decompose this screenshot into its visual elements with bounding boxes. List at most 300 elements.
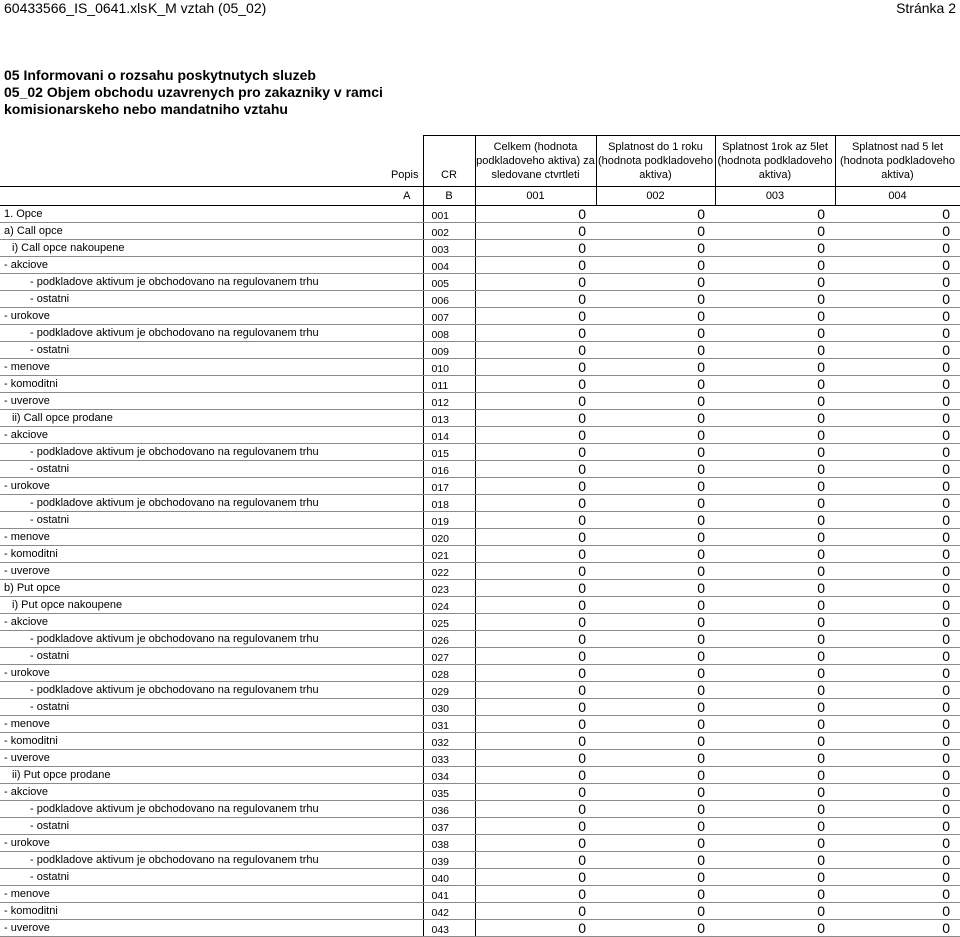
table-row [0,733,960,750]
code-a: A [0,187,423,206]
table-row [0,682,960,699]
table-row [0,903,960,920]
row-value: 0 [596,597,715,614]
row-value: 0 [715,206,835,223]
row-value: 0 [715,886,835,903]
row-value: 0 [475,801,596,818]
row-code: 033 [423,750,475,767]
row-value: 0 [715,597,835,614]
row-value: 0 [596,852,715,869]
row-code: 030 [423,699,475,716]
row-label: i) Put opce nakoupene [0,597,423,614]
row-value: 0 [596,410,715,427]
row-value: 0 [835,784,960,801]
row-label: - menove [0,359,423,376]
table-row [0,410,960,427]
row-label: - ostatni [0,461,423,478]
row-value: 0 [475,563,596,580]
row-value: 0 [715,869,835,886]
row-value: 0 [475,461,596,478]
table-row [0,835,960,852]
row-value: 0 [475,359,596,376]
row-value: 0 [835,257,960,274]
row-label: - ostatni [0,648,423,665]
row-value: 0 [596,393,715,410]
row-value: 0 [596,886,715,903]
row-value: 0 [596,478,715,495]
row-code: 034 [423,767,475,784]
row-value: 0 [715,410,835,427]
table-row [0,240,960,257]
row-value: 0 [475,376,596,393]
row-code: 037 [423,818,475,835]
row-label: - podkladove aktivum je obchodovano na regulovanem trhu [0,444,423,461]
row-value: 0 [835,359,960,376]
row-label: - komoditni [0,903,423,920]
row-label: - akciove [0,257,423,274]
title-line-3: komisionarskeho nebo mandatniho vztahu [4,101,288,117]
row-value: 0 [835,206,960,223]
table-row [0,767,960,784]
row-value: 0 [835,512,960,529]
table-row [0,529,960,546]
row-label: - urokove [0,665,423,682]
row-value: 0 [475,274,596,291]
sheet-name: K_M vztah (05_02) [148,0,267,16]
table-row [0,801,960,818]
row-label: - podkladove aktivum je obchodovano na regulovanem trhu [0,495,423,512]
row-code: 041 [423,886,475,903]
row-label: - uverove [0,750,423,767]
row-code: 036 [423,801,475,818]
row-label: ii) Put opce prodane [0,767,423,784]
row-value: 0 [835,291,960,308]
row-value: 0 [835,223,960,240]
row-value: 0 [835,240,960,257]
row-value: 0 [475,869,596,886]
row-label: - uverove [0,563,423,580]
row-value: 0 [475,852,596,869]
row-value: 0 [475,291,596,308]
row-value: 0 [596,325,715,342]
row-value: 0 [475,223,596,240]
row-value: 0 [475,206,596,223]
row-value: 0 [475,257,596,274]
row-value: 0 [475,325,596,342]
row-label: - podkladove aktivum je obchodovano na regulovanem trhu [0,325,423,342]
row-value: 0 [475,903,596,920]
row-value: 0 [835,529,960,546]
table-row [0,342,960,359]
header-popis: Popis [390,169,419,181]
row-value: 0 [475,835,596,852]
row-code: 042 [423,903,475,920]
row-code: 022 [423,563,475,580]
row-label: - ostatni [0,699,423,716]
row-value: 0 [835,342,960,359]
row-code: 018 [423,495,475,512]
row-value: 0 [835,393,960,410]
row-value: 0 [715,563,835,580]
row-label: - komoditni [0,733,423,750]
row-code: 043 [423,920,475,937]
table-row [0,631,960,648]
row-code: 032 [423,733,475,750]
row-value: 0 [596,716,715,733]
row-value: 0 [715,818,835,835]
row-value: 0 [715,852,835,869]
row-code: 017 [423,478,475,495]
row-code: 019 [423,512,475,529]
row-value: 0 [835,325,960,342]
header-maturity-1-5y: Splatnost 1rok az 5let (hodnota podkladoveho aktiva) [715,136,835,187]
row-label: - podkladove aktivum je obchodovano na regulovanem trhu [0,801,423,818]
row-value: 0 [475,240,596,257]
header-maturity-1y: Splatnost do 1 roku (hodnota podkladoveho aktiva) [596,136,715,187]
row-value: 0 [475,665,596,682]
title-line-2: 05_02 Objem obchodu uzavrenych pro zakazniky v ramci [4,84,383,100]
row-value: 0 [475,478,596,495]
row-label: - uverove [0,393,423,410]
header-total: Celkem (hodnota podkladoveho aktiva) za sledovane ctvrtleti [475,136,596,187]
row-code: 023 [423,580,475,597]
row-value: 0 [715,478,835,495]
title-line-1: 05 Informovani o rozsahu poskytnutych sluzeb [4,67,316,83]
row-label: - ostatni [0,291,423,308]
row-value: 0 [835,427,960,444]
row-code: 025 [423,614,475,631]
table-row [0,359,960,376]
row-value: 0 [715,376,835,393]
row-value: 0 [835,699,960,716]
table-row [0,495,960,512]
row-label: - urokove [0,308,423,325]
row-value: 0 [835,308,960,325]
table-row [0,461,960,478]
row-value: 0 [835,546,960,563]
row-code: 038 [423,835,475,852]
row-label: ii) Call opce prodane [0,410,423,427]
row-value: 0 [596,444,715,461]
row-code: 002 [423,223,475,240]
row-value: 0 [596,767,715,784]
table-row [0,665,960,682]
row-value: 0 [475,308,596,325]
row-value: 0 [715,240,835,257]
row-code: 001 [423,206,475,223]
row-value: 0 [596,869,715,886]
row-label: - menove [0,886,423,903]
table-row [0,648,960,665]
data-table [0,135,960,937]
row-value: 0 [715,903,835,920]
row-value: 0 [596,546,715,563]
row-value: 0 [715,308,835,325]
table-row [0,223,960,240]
row-value: 0 [475,529,596,546]
row-code: 021 [423,546,475,563]
row-label: - uverove [0,920,423,937]
row-value: 0 [475,818,596,835]
row-value: 0 [475,682,596,699]
row-value: 0 [596,342,715,359]
row-label: - menove [0,529,423,546]
row-value: 0 [715,223,835,240]
code-004: 004 [835,187,960,206]
row-value: 0 [596,495,715,512]
row-code: 024 [423,597,475,614]
row-value: 0 [715,750,835,767]
header-maturity-5y: Splatnost nad 5 let (hodnota podkladoveho aktiva) [835,136,960,187]
row-value: 0 [596,206,715,223]
row-value: 0 [835,835,960,852]
row-value: 0 [835,580,960,597]
row-value: 0 [596,835,715,852]
row-value: 0 [835,716,960,733]
row-label: - podkladove aktivum je obchodovano na regulovanem trhu [0,274,423,291]
row-value: 0 [835,682,960,699]
row-code: 004 [423,257,475,274]
row-value: 0 [715,648,835,665]
row-value: 0 [475,410,596,427]
row-code: 039 [423,852,475,869]
row-value: 0 [475,886,596,903]
report-title [4,67,383,118]
row-value: 0 [835,376,960,393]
row-value: 0 [835,920,960,937]
header-cr: CR [423,136,475,187]
row-label: a) Call opce [0,223,423,240]
row-value: 0 [596,359,715,376]
row-label: - menove [0,716,423,733]
page-number: Stránka 2 [896,0,956,16]
table-row [0,308,960,325]
row-value: 0 [475,427,596,444]
row-value: 0 [835,665,960,682]
code-003: 003 [715,187,835,206]
row-value: 0 [596,648,715,665]
row-value: 0 [715,427,835,444]
table-row [0,852,960,869]
row-label: - podkladove aktivum je obchodovano na regulovanem trhu [0,631,423,648]
row-label: - akciove [0,784,423,801]
row-value: 0 [596,614,715,631]
table-row [0,818,960,835]
row-label: b) Put opce [0,580,423,597]
row-label: - komoditni [0,546,423,563]
row-value: 0 [835,750,960,767]
table-row [0,546,960,563]
table-row [0,750,960,767]
row-label: - komoditni [0,376,423,393]
row-code: 031 [423,716,475,733]
row-code: 016 [423,461,475,478]
row-code: 026 [423,631,475,648]
row-value: 0 [596,427,715,444]
row-value: 0 [715,614,835,631]
row-value: 0 [835,869,960,886]
row-value: 0 [475,444,596,461]
row-label: - akciove [0,614,423,631]
table-row [0,427,960,444]
row-label: i) Call opce nakoupene [0,240,423,257]
row-label: - ostatni [0,342,423,359]
table-body [0,206,960,937]
row-code: 040 [423,869,475,886]
row-value: 0 [715,291,835,308]
table-row [0,512,960,529]
row-value: 0 [835,563,960,580]
row-value: 0 [596,699,715,716]
row-value: 0 [835,801,960,818]
row-value: 0 [475,750,596,767]
row-label: - ostatni [0,512,423,529]
row-value: 0 [596,257,715,274]
table-row [0,274,960,291]
row-label: - urokove [0,835,423,852]
row-value: 0 [715,444,835,461]
row-value: 0 [596,750,715,767]
row-label: - podkladove aktivum je obchodovano na regulovanem trhu [0,852,423,869]
row-code: 028 [423,665,475,682]
row-value: 0 [596,563,715,580]
row-value: 0 [475,733,596,750]
row-value: 0 [835,886,960,903]
row-value: 0 [715,716,835,733]
table-row [0,699,960,716]
row-label: - podkladove aktivum je obchodovano na regulovanem trhu [0,682,423,699]
table-row [0,563,960,580]
row-value: 0 [715,801,835,818]
row-code: 013 [423,410,475,427]
row-value: 0 [596,580,715,597]
table-row [0,376,960,393]
row-value: 0 [475,393,596,410]
row-value: 0 [715,325,835,342]
row-value: 0 [715,257,835,274]
row-value: 0 [715,682,835,699]
table-row [0,597,960,614]
row-value: 0 [715,631,835,648]
row-code: 009 [423,342,475,359]
row-code: 035 [423,784,475,801]
row-value: 0 [835,495,960,512]
row-label: - ostatni [0,818,423,835]
row-value: 0 [835,274,960,291]
table-row [0,291,960,308]
row-value: 0 [715,512,835,529]
row-value: 0 [835,852,960,869]
row-value: 0 [475,784,596,801]
row-value: 0 [475,716,596,733]
table-row [0,444,960,461]
row-value: 0 [475,614,596,631]
row-code: 008 [423,325,475,342]
row-label: - akciove [0,427,423,444]
code-b: B [423,187,475,206]
row-value: 0 [715,495,835,512]
row-value: 0 [596,665,715,682]
row-value: 0 [596,223,715,240]
table-row [0,869,960,886]
table-row [0,206,960,223]
row-code: 015 [423,444,475,461]
table-row [0,580,960,597]
row-value: 0 [475,546,596,563]
row-value: 0 [596,733,715,750]
row-value: 0 [596,920,715,937]
row-value: 0 [715,274,835,291]
table-row [0,886,960,903]
table-row [0,784,960,801]
row-value: 0 [596,240,715,257]
row-value: 0 [475,597,596,614]
row-label: - ostatni [0,869,423,886]
row-value: 0 [835,733,960,750]
row-value: 0 [715,359,835,376]
row-value: 0 [475,631,596,648]
row-value: 0 [596,308,715,325]
row-value: 0 [835,410,960,427]
row-value: 0 [835,631,960,648]
row-label: - urokove [0,478,423,495]
table-row [0,614,960,631]
file-name: 60433566_IS_0641.xls [4,0,148,16]
row-value: 0 [596,461,715,478]
table-row [0,325,960,342]
row-code: 012 [423,393,475,410]
table-row [0,716,960,733]
row-value: 0 [715,580,835,597]
row-value: 0 [835,903,960,920]
row-value: 0 [596,801,715,818]
row-label: 1. Opce [0,206,423,223]
row-value: 0 [835,767,960,784]
row-value: 0 [596,631,715,648]
code-002: 002 [596,187,715,206]
row-value: 0 [475,580,596,597]
row-code: 006 [423,291,475,308]
row-code: 007 [423,308,475,325]
row-value: 0 [596,376,715,393]
row-value: 0 [715,665,835,682]
row-value: 0 [475,648,596,665]
row-value: 0 [475,699,596,716]
row-value: 0 [596,784,715,801]
row-code: 027 [423,648,475,665]
row-value: 0 [596,818,715,835]
row-code: 020 [423,529,475,546]
row-value: 0 [835,461,960,478]
row-value: 0 [715,767,835,784]
row-value: 0 [835,648,960,665]
row-value: 0 [596,274,715,291]
row-code: 003 [423,240,475,257]
row-value: 0 [835,444,960,461]
row-value: 0 [475,342,596,359]
row-value: 0 [715,835,835,852]
row-value: 0 [715,393,835,410]
row-code: 014 [423,427,475,444]
row-value: 0 [475,495,596,512]
table-row [0,478,960,495]
row-value: 0 [715,529,835,546]
row-value: 0 [835,818,960,835]
row-value: 0 [596,529,715,546]
row-value: 0 [715,342,835,359]
code-001: 001 [475,187,596,206]
row-code: 005 [423,274,475,291]
